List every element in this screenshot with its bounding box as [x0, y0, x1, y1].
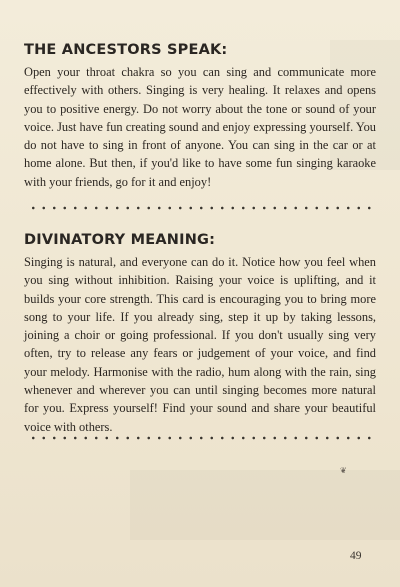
dotted-divider: [28, 436, 373, 440]
divinatory-meaning-section: [24, 232, 376, 436]
dotted-divider: [28, 206, 373, 210]
section-body: Open your throat chakra so you can sing and communicate more effectively with others. Singing is very healing. It relaxes and opens you to positive energy. Do not worry about the tone or sound of your voice. Just have fun creating sound and enjoy expressing yourself. You do not have to sing in front of anyone. You can sing in the car or at home alone. But then, if you'd like to have some fun singing karaoke with your friends, go for it and enjoy!: [24, 65, 376, 189]
section-heading: THE ANCESTORS SPEAK:: [24, 42, 228, 58]
page-number: 49: [350, 550, 362, 562]
ancestors-speak-section: [24, 42, 376, 191]
show-through-shadow: [130, 470, 400, 540]
section-heading: DIVINATORY MEANING:: [24, 232, 216, 248]
ink-speck-mark: ❦: [340, 466, 347, 475]
section-body: Singing is natural, and everyone can do it. Notice how you feel when you sing without inhibition. Raising your voice is uplifting, and it builds your core strength. This card is encouraging you to bring more song to your life. If you already sing, step it up by taking lessons, joining a choir or going professional. If you don't usually sing very often, try to release any fears or judgement of your voice, and find your melody. Harmonise with the radio, hum along with the rain, sing whenever and wherever you can until singing becomes more natural for you. Express yourself! Find your sound and share your beautiful voice with others.: [24, 255, 376, 434]
